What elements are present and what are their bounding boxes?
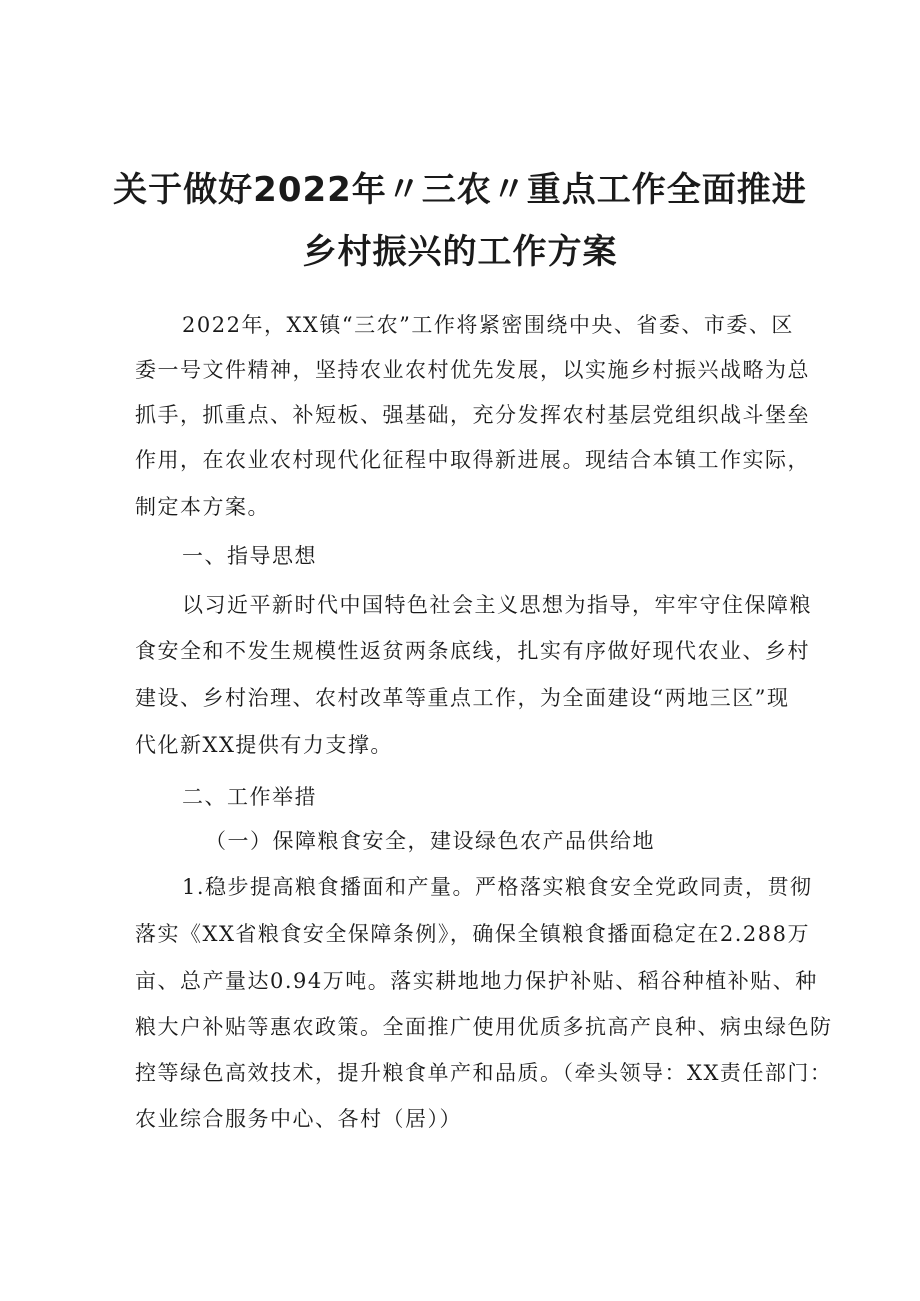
body-line: 食安全和不发生规模性返贫两条底线，扎实有序做好现代农业、乡村 bbox=[135, 639, 810, 663]
document-title-line-1: 关于做好2022年〃三农〃重点工作全面推进 bbox=[113, 170, 807, 210]
body-line: 亩、总产量达0.94万吨。落实耕地地力保护补贴、稻谷种植补贴、种 bbox=[135, 969, 818, 993]
body-line: 2022年，XX镇“三农”工作将紧密围绕中央、省委、市委、区 bbox=[182, 313, 794, 337]
body-line: 落实《XX省粮食安全保障条例》，确保全镇粮食播面稳定在2.288万 bbox=[135, 922, 811, 946]
body-line: 农业综合服务中心、各村（居）） bbox=[135, 1107, 462, 1131]
body-line: 建设、乡村治理、农村改革等重点工作，为全面建设“两地三区”现 bbox=[135, 686, 790, 710]
body-line: 委一号文件精神，坚持农业农村优先发展，以实施乡村振兴战略为总 bbox=[135, 358, 810, 382]
body-line: 以习近平新时代中国特色社会主义思想为指导，牢牢守住保障粮 bbox=[182, 593, 812, 617]
section-heading-guiding-thought: 一、指导思想 bbox=[182, 544, 317, 568]
document-title-line-2: 乡村振兴的工作方案 bbox=[302, 232, 618, 272]
body-line: 制定本方案。 bbox=[135, 495, 270, 519]
body-line: 控等绿色高效技术，提升粮食单产和品质。（牵头领导：XX责任部门： bbox=[135, 1061, 833, 1085]
section-heading-work-measures: 二、工作举措 bbox=[182, 785, 317, 809]
subsection-heading: （一）保障粮食安全，建设绿色农产品供给地 bbox=[205, 829, 655, 853]
body-line: 代化新XX提供有力支撑。 bbox=[135, 733, 393, 757]
body-line: 抓手，抓重点、补短板、强基础，充分发挥农村基层党组织战斗堡垒 bbox=[135, 403, 810, 427]
body-line: 1.稳步提高粮食播面和产量。严格落实粮食安全党政同责，贯彻 bbox=[182, 875, 813, 899]
body-line: 粮大户补贴等惠农政策。全面推广使用优质多抗高产良种、病虫绿色防 bbox=[135, 1015, 833, 1039]
body-line: 作用，在农业农村现代化征程中取得新进展。现结合本镇工作实际， bbox=[135, 448, 810, 472]
